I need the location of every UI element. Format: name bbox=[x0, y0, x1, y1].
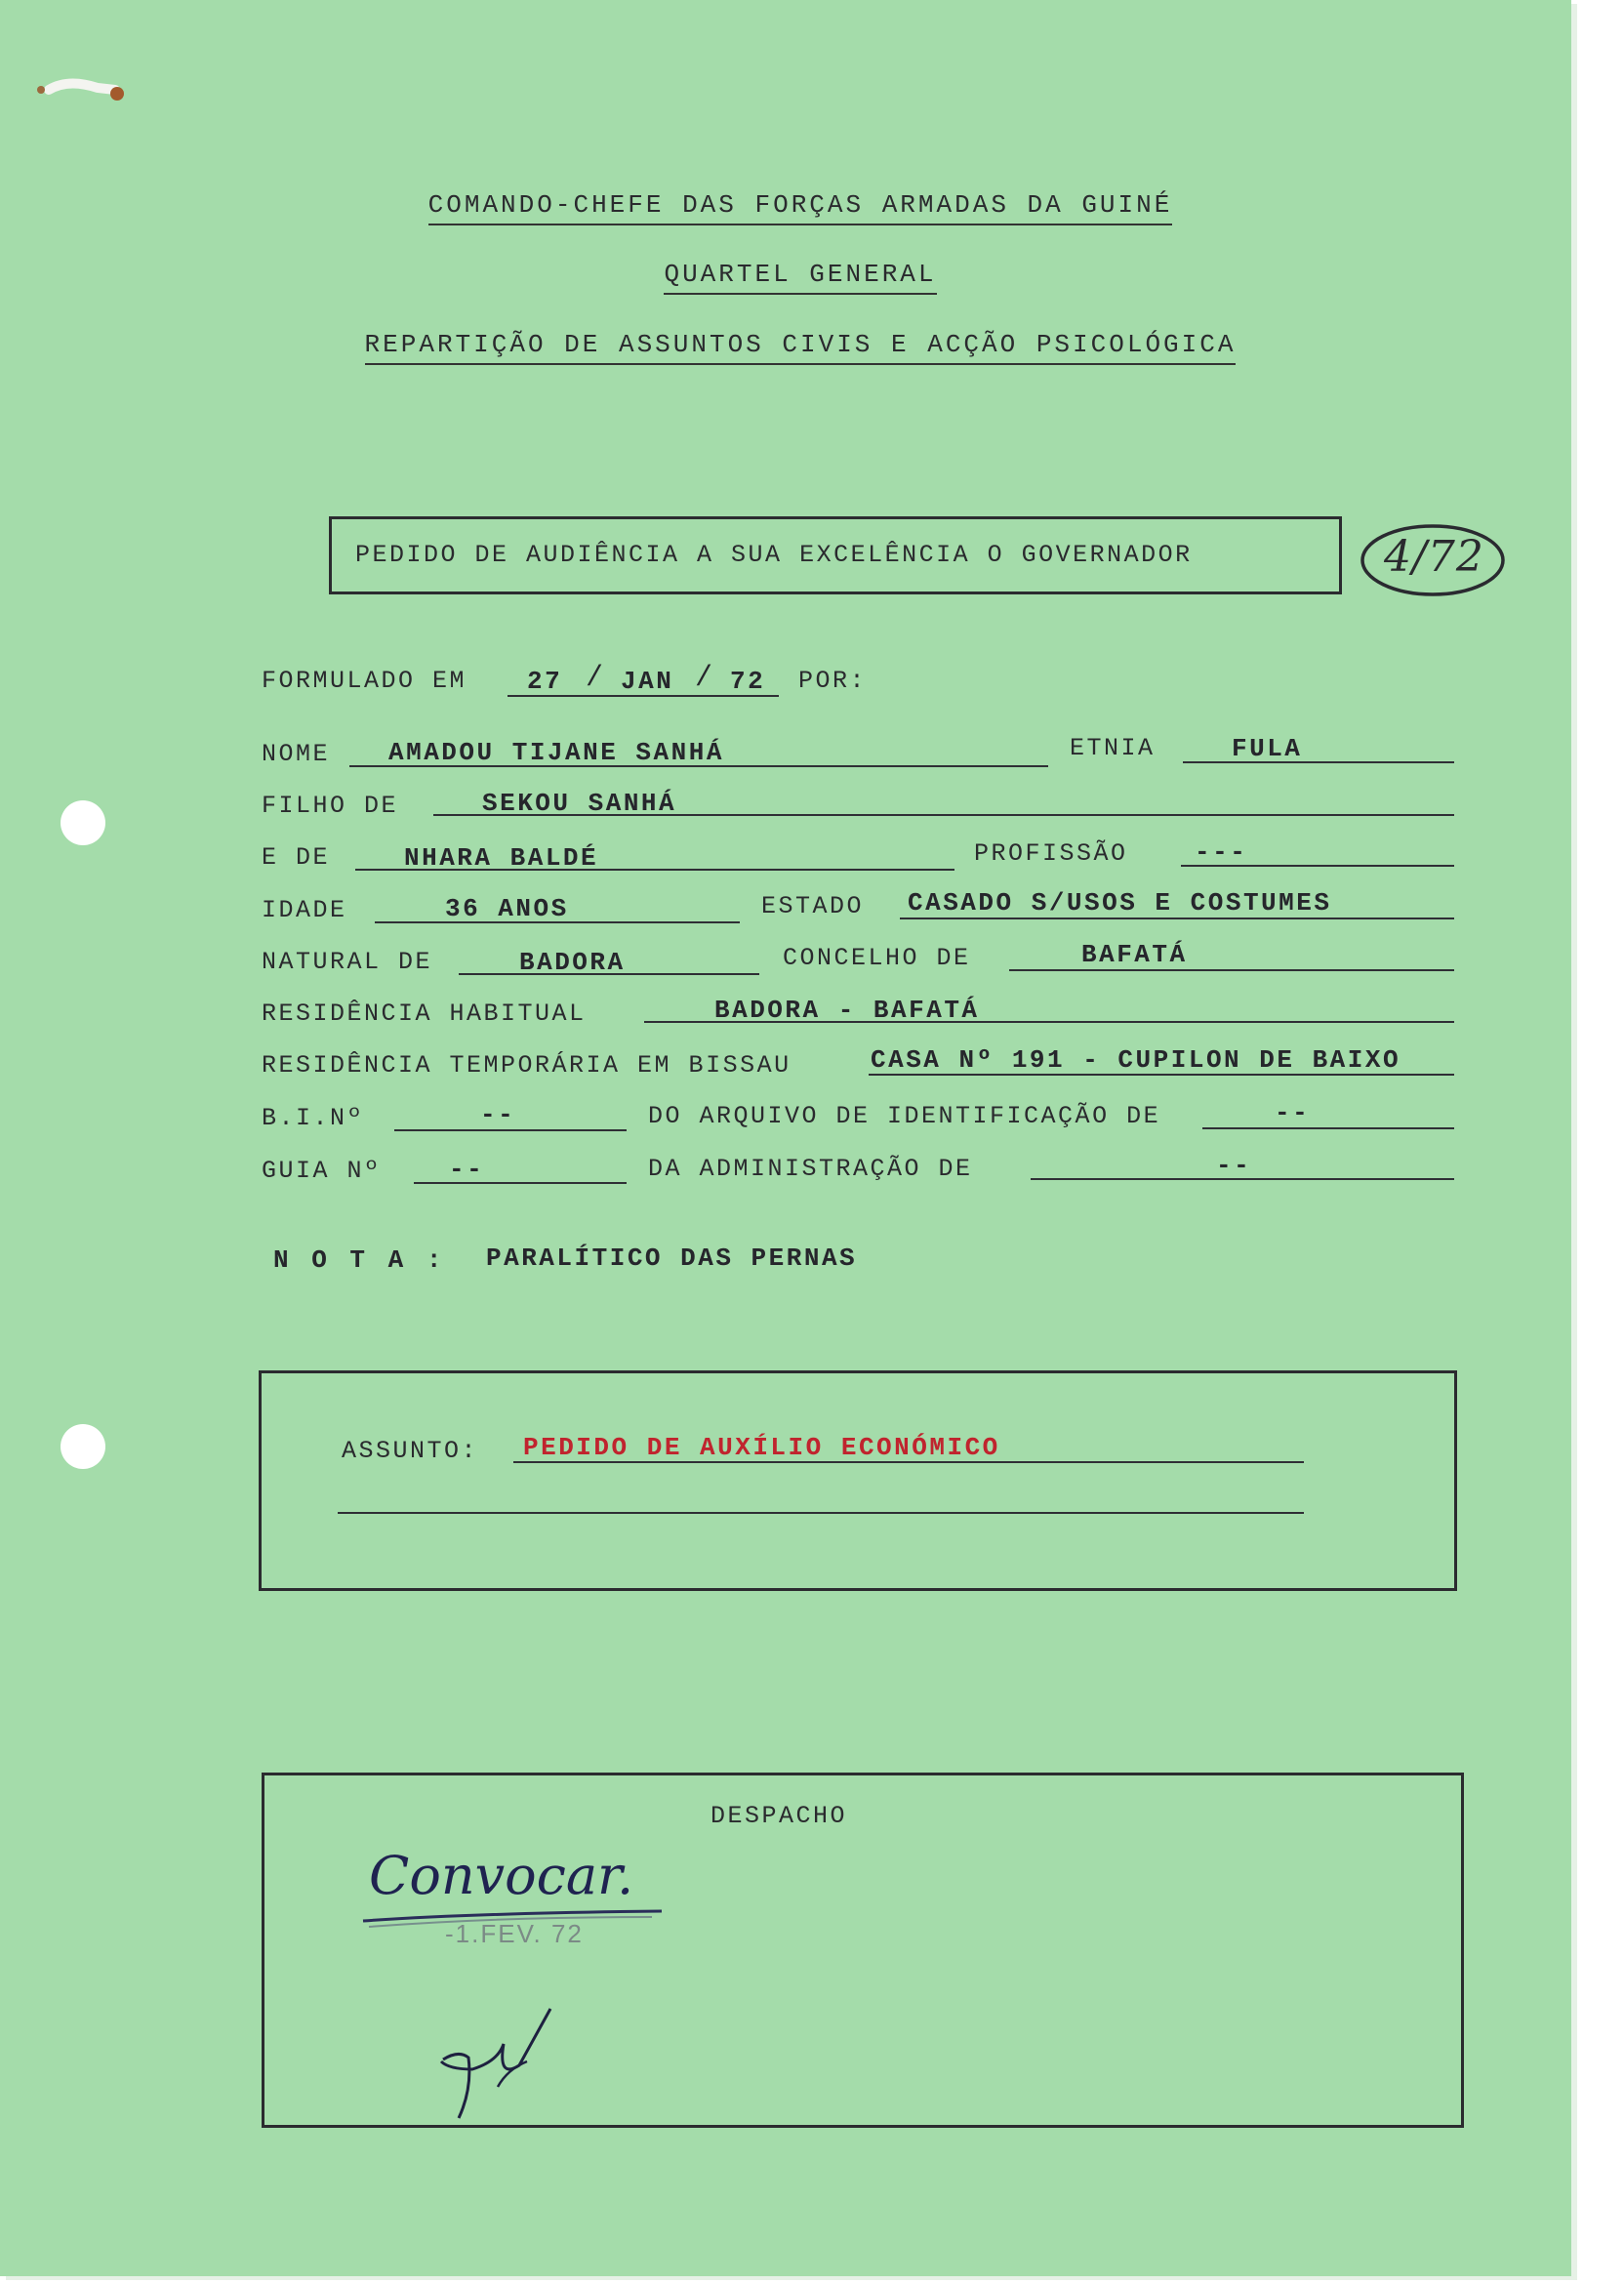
formulado-label: FORMULADO EM bbox=[262, 667, 467, 695]
formulado-month: JAN bbox=[621, 667, 674, 696]
assunto-underline-2 bbox=[338, 1512, 1304, 1514]
e-de-value: NHARA BALDÉ bbox=[404, 843, 599, 873]
punch-hole-top bbox=[61, 800, 105, 845]
nota-value: PARALÍTICO DAS PERNAS bbox=[486, 1244, 858, 1273]
bi-underline bbox=[394, 1129, 627, 1131]
residencia-habitual-value: BADORA - BAFATÁ bbox=[714, 996, 980, 1025]
assunto-label: ASSUNTO: bbox=[342, 1437, 479, 1465]
header-line-1: COMANDO-CHEFE DAS FORÇAS ARMADAS DA GUINÉ bbox=[0, 190, 1601, 220]
estado-underline bbox=[900, 918, 1454, 919]
idade-label: IDADE bbox=[262, 896, 347, 924]
nota-label: N O T A : bbox=[273, 1245, 446, 1275]
arquivo-label: DO ARQUIVO DE IDENTIFICAÇÃO DE bbox=[648, 1102, 1161, 1130]
e-de-label: E DE bbox=[262, 843, 331, 872]
bi-value: -- bbox=[480, 1100, 516, 1129]
date-stamp: -1.FEV. 72 bbox=[445, 1919, 584, 1948]
staple-mark bbox=[29, 68, 137, 127]
estado-value: CASADO S/USOS E COSTUMES bbox=[908, 888, 1332, 918]
por-label: POR: bbox=[798, 667, 868, 695]
reference-number: 4/72 bbox=[1384, 532, 1484, 582]
etnia-value: FULA bbox=[1232, 734, 1303, 763]
natural-de-value: BADORA bbox=[519, 948, 626, 977]
concelho-de-underline bbox=[1009, 969, 1454, 971]
despacho-handwriting: Convocar. bbox=[369, 1845, 634, 1906]
idade-value: 36 ANOS bbox=[445, 894, 569, 923]
concelho-de-value: BAFATÁ bbox=[1081, 940, 1188, 969]
bi-label: B.I.Nº bbox=[262, 1104, 365, 1132]
despacho-label: DESPACHO bbox=[710, 1802, 848, 1830]
guia-underline bbox=[414, 1182, 627, 1184]
nome-value: AMADOU TIJANE SANHÁ bbox=[388, 738, 724, 767]
punch-hole-bottom bbox=[61, 1424, 105, 1469]
estado-label: ESTADO bbox=[761, 892, 865, 920]
header-line-2: QUARTEL GENERAL bbox=[0, 260, 1601, 289]
etnia-label: ETNIA bbox=[1070, 734, 1156, 762]
residencia-temporaria-label: RESIDÊNCIA TEMPORÁRIA EM BISSAU bbox=[262, 1051, 792, 1080]
signature-mark bbox=[429, 2001, 566, 2128]
title-box bbox=[329, 516, 1342, 594]
title-text: PEDIDO DE AUDIÊNCIA A SUA EXCELÊNCIA O GOVERNADOR bbox=[355, 541, 1193, 569]
guia-value: -- bbox=[449, 1155, 485, 1184]
filho-de-label: FILHO DE bbox=[262, 792, 399, 820]
assunto-value: PEDIDO DE AUXÍLIO ECONÓMICO bbox=[523, 1433, 1000, 1462]
etnia-underline bbox=[1183, 761, 1454, 763]
profissao-label: PROFISSÃO bbox=[974, 839, 1128, 868]
residencia-habitual-label: RESIDÊNCIA HABITUAL bbox=[262, 999, 587, 1028]
arquivo-value: -- bbox=[1275, 1098, 1311, 1127]
header-line-3: REPARTIÇÃO DE ASSUNTOS CIVIS E ACÇÃO PSICOLÓGICA bbox=[0, 330, 1601, 359]
filho-de-value: SEKOU SANHÁ bbox=[482, 789, 677, 818]
formulado-sep-2: / bbox=[695, 662, 715, 695]
profissao-value: --- bbox=[1195, 837, 1248, 867]
administracao-value: -- bbox=[1216, 1151, 1252, 1180]
formulado-day: 27 bbox=[527, 667, 563, 696]
administracao-label: DA ADMINISTRAÇÃO DE bbox=[648, 1155, 973, 1183]
formulado-sep-1: / bbox=[586, 662, 606, 695]
concelho-de-label: CONCELHO DE bbox=[783, 944, 971, 972]
residencia-temporaria-value: CASA Nº 191 - CUPILON DE BAIXO bbox=[871, 1045, 1401, 1075]
natural-de-label: NATURAL DE bbox=[262, 948, 433, 976]
guia-label: GUIA Nº bbox=[262, 1157, 382, 1185]
nome-label: NOME bbox=[262, 740, 331, 768]
arquivo-underline bbox=[1202, 1127, 1454, 1129]
formulado-year: 72 bbox=[730, 667, 766, 696]
assunto-box bbox=[259, 1370, 1457, 1591]
